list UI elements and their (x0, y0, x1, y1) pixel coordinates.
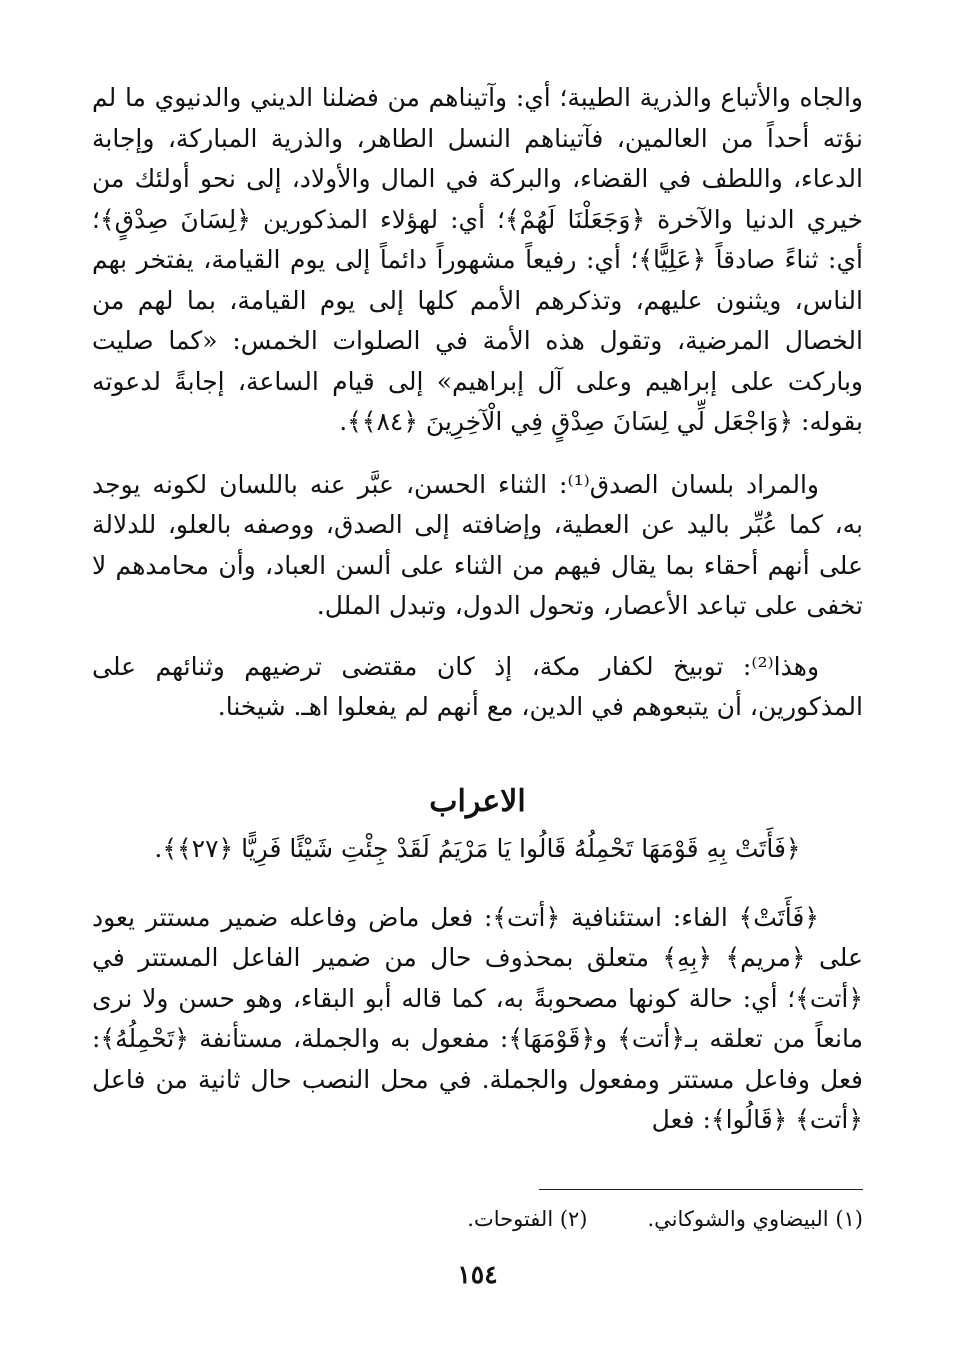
page-number: ١٥٤ (457, 1260, 498, 1289)
footnote-2: (٢) الفتوحات. (467, 1207, 588, 1231)
footnote-1: (١) البيضاوي والشوكاني. (647, 1207, 863, 1231)
footnote-divider (539, 1189, 863, 1190)
footnotes (92, 1202, 863, 1236)
paragraph-2: والمراد بلسان الصدق⁽¹⁾: الثناء الحسن، عبَّر عنه باللسان لكونه يوجد به، كما عُبِّر باليد عن العطية، وإضافته إلى الصدق، ووصفه بالعلو، للدلالة على أنهم أحقاء بما يقال فيهم من الثناء على ألسن العباد، وأن محامدهم لا تخفى على تباعد الأعصار، وتحول الدول، وتبدل الملل. (92, 469, 864, 620)
quran-verse: ﴿فَأَتَتْ بِهِ قَوْمَهَا تَحْمِلُهُ قَالُوا يَا مَرْيَمُ لَقَدْ جِئْتِ شَيْئًا فَرِيًّا ﴿٢٧﴾﴾. (154, 833, 801, 863)
paragraph-1: والجاه والأتباع والذرية الطيبة؛ أي: وآتيناهم من فضلنا الديني والدنيوي ما لم نؤته أحداً من العالمين، فآتيناهم النسل الطاهر، والذرية المباركة، وإجابة الدعاء، واللطف في القضاء، والبركة في المال والأولاد، إلى نحو أولئك من خيري الدنيا والآخرة ﴿وَجَعَلْنَا لَهُمْ﴾؛ أي: لهؤلاء المذكورين ﴿لِسَانَ صِدْقٍ﴾؛ أي: ثناءً صادقاً ﴿عَلِيًّا﴾؛ أي: رفيعاً مشهوراً دائماً إلى يوم القيامة، يفتخر بهم الناس، ويثنون عليهم، وتذكرهم الأمم كلها إلى يوم القيامة، بما لهم من الخصال المرضية، وتقول هذه الأمة في الصلوات الخمس: «كما صليت وباركت على إبراهيم وعلى آل إبراهيم» إلى قيام الساعة، إجابةً لدعوته بقوله: ﴿وَاجْعَل لِّي لِسَانَ صِدْقٍ فِي الْآخِرِينَ ﴿٨٤﴾﴾. (92, 83, 863, 436)
paragraph-4: ﴿فَأَتَتْ﴾ الفاء: استئنافية ﴿أتت﴾: فعل ماض وفاعله ضمير مستتر يعود على ﴿مريم﴾ ﴿بِهِ﴾ متعلق بمحذوف حال من ضمير الفاعل المستتر في ﴿أتت﴾؛ أي: حالة كونها مصحوبةً به، كما قاله أبو البقاء، وهو حسن ولا نرى مانعاً من تعلقه بـ﴿أتت﴾ و﴿قَوْمَهَا﴾: مفعول به والجملة، مستأنفة ﴿تَحْمِلُهُ﴾: فعل وفاعل مستتر ومفعول والجملة. في محل النصب حال ثانية من فاعل ﴿أتت﴾ ﴿قَالُوا﴾: فعل (92, 902, 863, 1134)
page-body (92, 78, 863, 1141)
paragraph-3: وهذا⁽²⁾: توبيخ لكفار مكة، إذ كان مقتضى ترضيهم وثنائهم على المذكورين، أن يتبعوهم في الدين، مع أنهم لم يفعلوا اهـ. شيخنا. (92, 651, 863, 721)
section-title: الاعراب (429, 783, 526, 819)
